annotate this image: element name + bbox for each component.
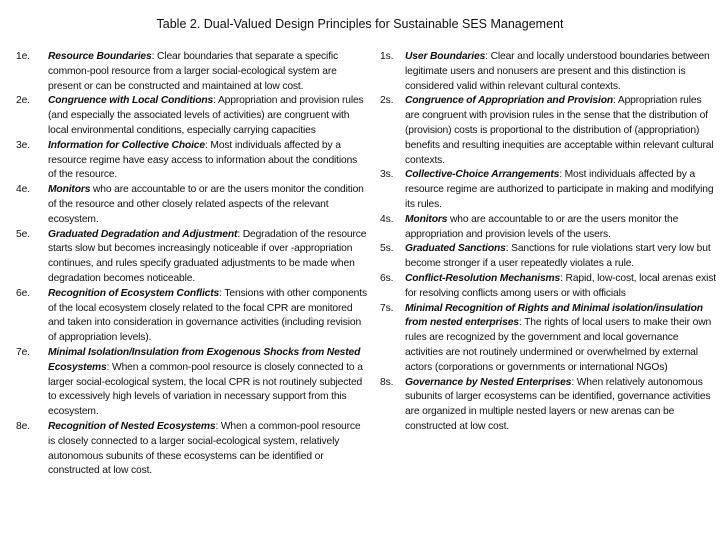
principle-text (405, 272, 716, 302)
principle-term: Information for Collective Choice (48, 139, 205, 151)
principle-text (48, 420, 368, 479)
social-principle-item (380, 242, 716, 272)
social-principle-item (380, 302, 716, 376)
principle-text (405, 168, 716, 212)
principle-description: Most individuals affected by a resource regime have easy access to information about the conditions of the resource. (48, 139, 358, 181)
principle-number: 7e. (16, 346, 30, 358)
term-separator: : (613, 95, 618, 107)
social-principle-item (380, 213, 716, 243)
principle-text (48, 94, 368, 138)
principle-description: When relatively autonomous subunits of larger ecosystems can be identified, governance activities are organized in multiple nested layers or new arenas can be constructed at low cost. (405, 376, 711, 432)
principle-number: 7s. (380, 302, 394, 314)
social-principle-item (380, 50, 716, 94)
principle-text (48, 139, 368, 183)
term-separator: : (485, 51, 491, 62)
principle-description: Appropriation and provision rules (and especially the associated levels of activities) are congruent with local environmental conditions, especially carrying capacities (48, 95, 364, 136)
principle-text (48, 346, 368, 420)
principle-number: 8e. (16, 420, 30, 432)
principle-text (48, 228, 368, 287)
ecological-principle-item (16, 287, 368, 346)
principle-text (405, 213, 716, 243)
term-separator: : (237, 228, 243, 240)
principle-description: When a common-pool resource is closely connected to a larger social-ecological system, relatively autonomous subunits of these ecosystems can be identified or constructed at low cost. (48, 420, 361, 477)
principle-term: Recognition of Ecosystem Conflicts (48, 287, 220, 299)
term-separator: : (106, 361, 113, 373)
principle-number: 6e. (16, 287, 30, 299)
principle-description: Sanctions for rule violations start very low but become stronger if a user repeatedly violates a rule. (405, 243, 711, 270)
ecological-principle-item (16, 346, 368, 420)
term-separator: : (213, 95, 218, 107)
principle-description: who are accountable to or are the users monitor the appropriation and provision levels of the users. (405, 213, 679, 240)
principle-description: Clear boundaries that separate a specific common-pool resource from a larger social-ecological system are present or can be constructed and maintained at low cost. (48, 51, 339, 92)
principle-term: Conflict-Resolution Mechanisms (405, 272, 561, 284)
principle-number: 3e. (16, 139, 30, 151)
principle-number: 6s. (380, 272, 394, 284)
principle-number: 3s. (380, 169, 394, 181)
principle-number: 4e. (16, 184, 30, 196)
term-separator: : (518, 317, 525, 329)
term-separator: : (204, 139, 211, 151)
principle-description: Appropriation rules are congruent with provision rules in the sense that the distribution of (provision) costs is proportional to the distribution of (appropriation) benefits and resulting inequities are acceptable within relevant cultural contexts. (405, 95, 714, 166)
term-separator: : (560, 272, 566, 284)
term-separator: : (559, 169, 565, 181)
social-principle-item (380, 94, 716, 168)
principle-term: Governance by Nested Enterprises (405, 376, 572, 388)
ecological-principle-item (16, 183, 368, 227)
term-separator: : (571, 376, 577, 388)
principle-term: Collective-Choice Arrangements (405, 169, 560, 181)
principle-term: Monitors (405, 213, 448, 225)
principle-term: Graduated Sanctions (405, 243, 506, 255)
principle-description: who are accountable to or are the users monitor the condition of the resource and other closely related aspects of the relevant ecosystem. (48, 184, 364, 225)
principle-number: 2e. (16, 95, 30, 107)
principle-number: 5s. (380, 243, 394, 255)
principle-term: Congruence of Appropriation and Provision (405, 95, 613, 107)
principle-term: Minimal Isolation/Insulation from Exogenous Shocks from Nested Ecosystems (48, 346, 361, 373)
principle-number: 2s. (380, 95, 394, 107)
principle-text (48, 50, 368, 94)
principle-term: Resource Boundaries (48, 51, 152, 62)
ecological-principle-item (16, 228, 368, 287)
social-principle-item (380, 168, 716, 212)
principle-text (405, 302, 716, 376)
principle-number: 8s. (380, 376, 394, 388)
principle-text (405, 94, 716, 168)
principle-term: Monitors (48, 184, 91, 196)
term-separator: : (505, 243, 512, 255)
principle-number: 4s. (380, 213, 394, 225)
principle-text (405, 242, 716, 272)
ecological-principles-column (16, 50, 368, 479)
principle-term: Congruence with Local Conditions (48, 95, 214, 107)
principle-term: Recognition of Nested Ecosystems (48, 420, 216, 432)
ecological-principle-item (16, 50, 368, 94)
principle-description: When a common-pool resource is closely connected to a larger social-ecological system, the local CPR is not routinely subjected to excessively high levels of variation in necessary support from this ecosystem. (48, 361, 363, 418)
principle-description: Rapid, low-cost, local arenas exist for resolving conflicts among users or with officials (405, 272, 716, 299)
term-separator: : (151, 51, 158, 62)
table-title: Table 2. Dual-Valued Design Principles for Sustainable SES Management (156, 17, 564, 31)
principle-description: Clear and locally understood boundaries between legitimate users and nonusers are present and this distinction is considered valid within relevant cultural contexts. (405, 51, 710, 92)
principle-number: 1s. (380, 51, 394, 62)
social-principles-column (380, 50, 716, 435)
social-principle-item (380, 376, 716, 435)
social-principle-item (380, 272, 716, 302)
principle-description: Most individuals affected by a resource regime are authorized to participate in making and modifying its rules. (405, 169, 714, 210)
principle-text (405, 376, 716, 435)
principle-text (48, 287, 368, 346)
principle-description: Degradation of the resource starts slow but becomes increasingly noticeable if over -appropriation continues, and rules specify graduated adjustments to be made when degradation becomes noticeable. (48, 228, 367, 284)
ecological-principle-item (16, 94, 368, 138)
principle-term: Minimal Recognition of Rights and Minimal isolation/insulation from nested enterprises (405, 302, 703, 329)
principle-term: User Boundaries (405, 51, 486, 62)
ecological-principle-item (16, 139, 368, 183)
principle-description: Tensions with other components of the local ecosystem closely related to the focal CPR are monitored and taken into consideration in governance activities (including revision of appropriation levels). (48, 287, 367, 344)
principle-text (48, 183, 368, 227)
term-separator: : (215, 420, 221, 432)
term-separator: : (219, 287, 225, 299)
principle-number: 5e. (16, 228, 30, 240)
ecological-principle-item (16, 420, 368, 479)
principle-term: Graduated Degradation and Adjustment (48, 228, 238, 240)
principle-text (405, 50, 716, 94)
principle-number: 1e. (16, 51, 30, 62)
principle-description: The rights of local users to make their own rules are recognized by the government and local governance activities are not routinely undermined or overwhelmed by external actors (corporations or governments or international NGOs) (405, 317, 712, 373)
